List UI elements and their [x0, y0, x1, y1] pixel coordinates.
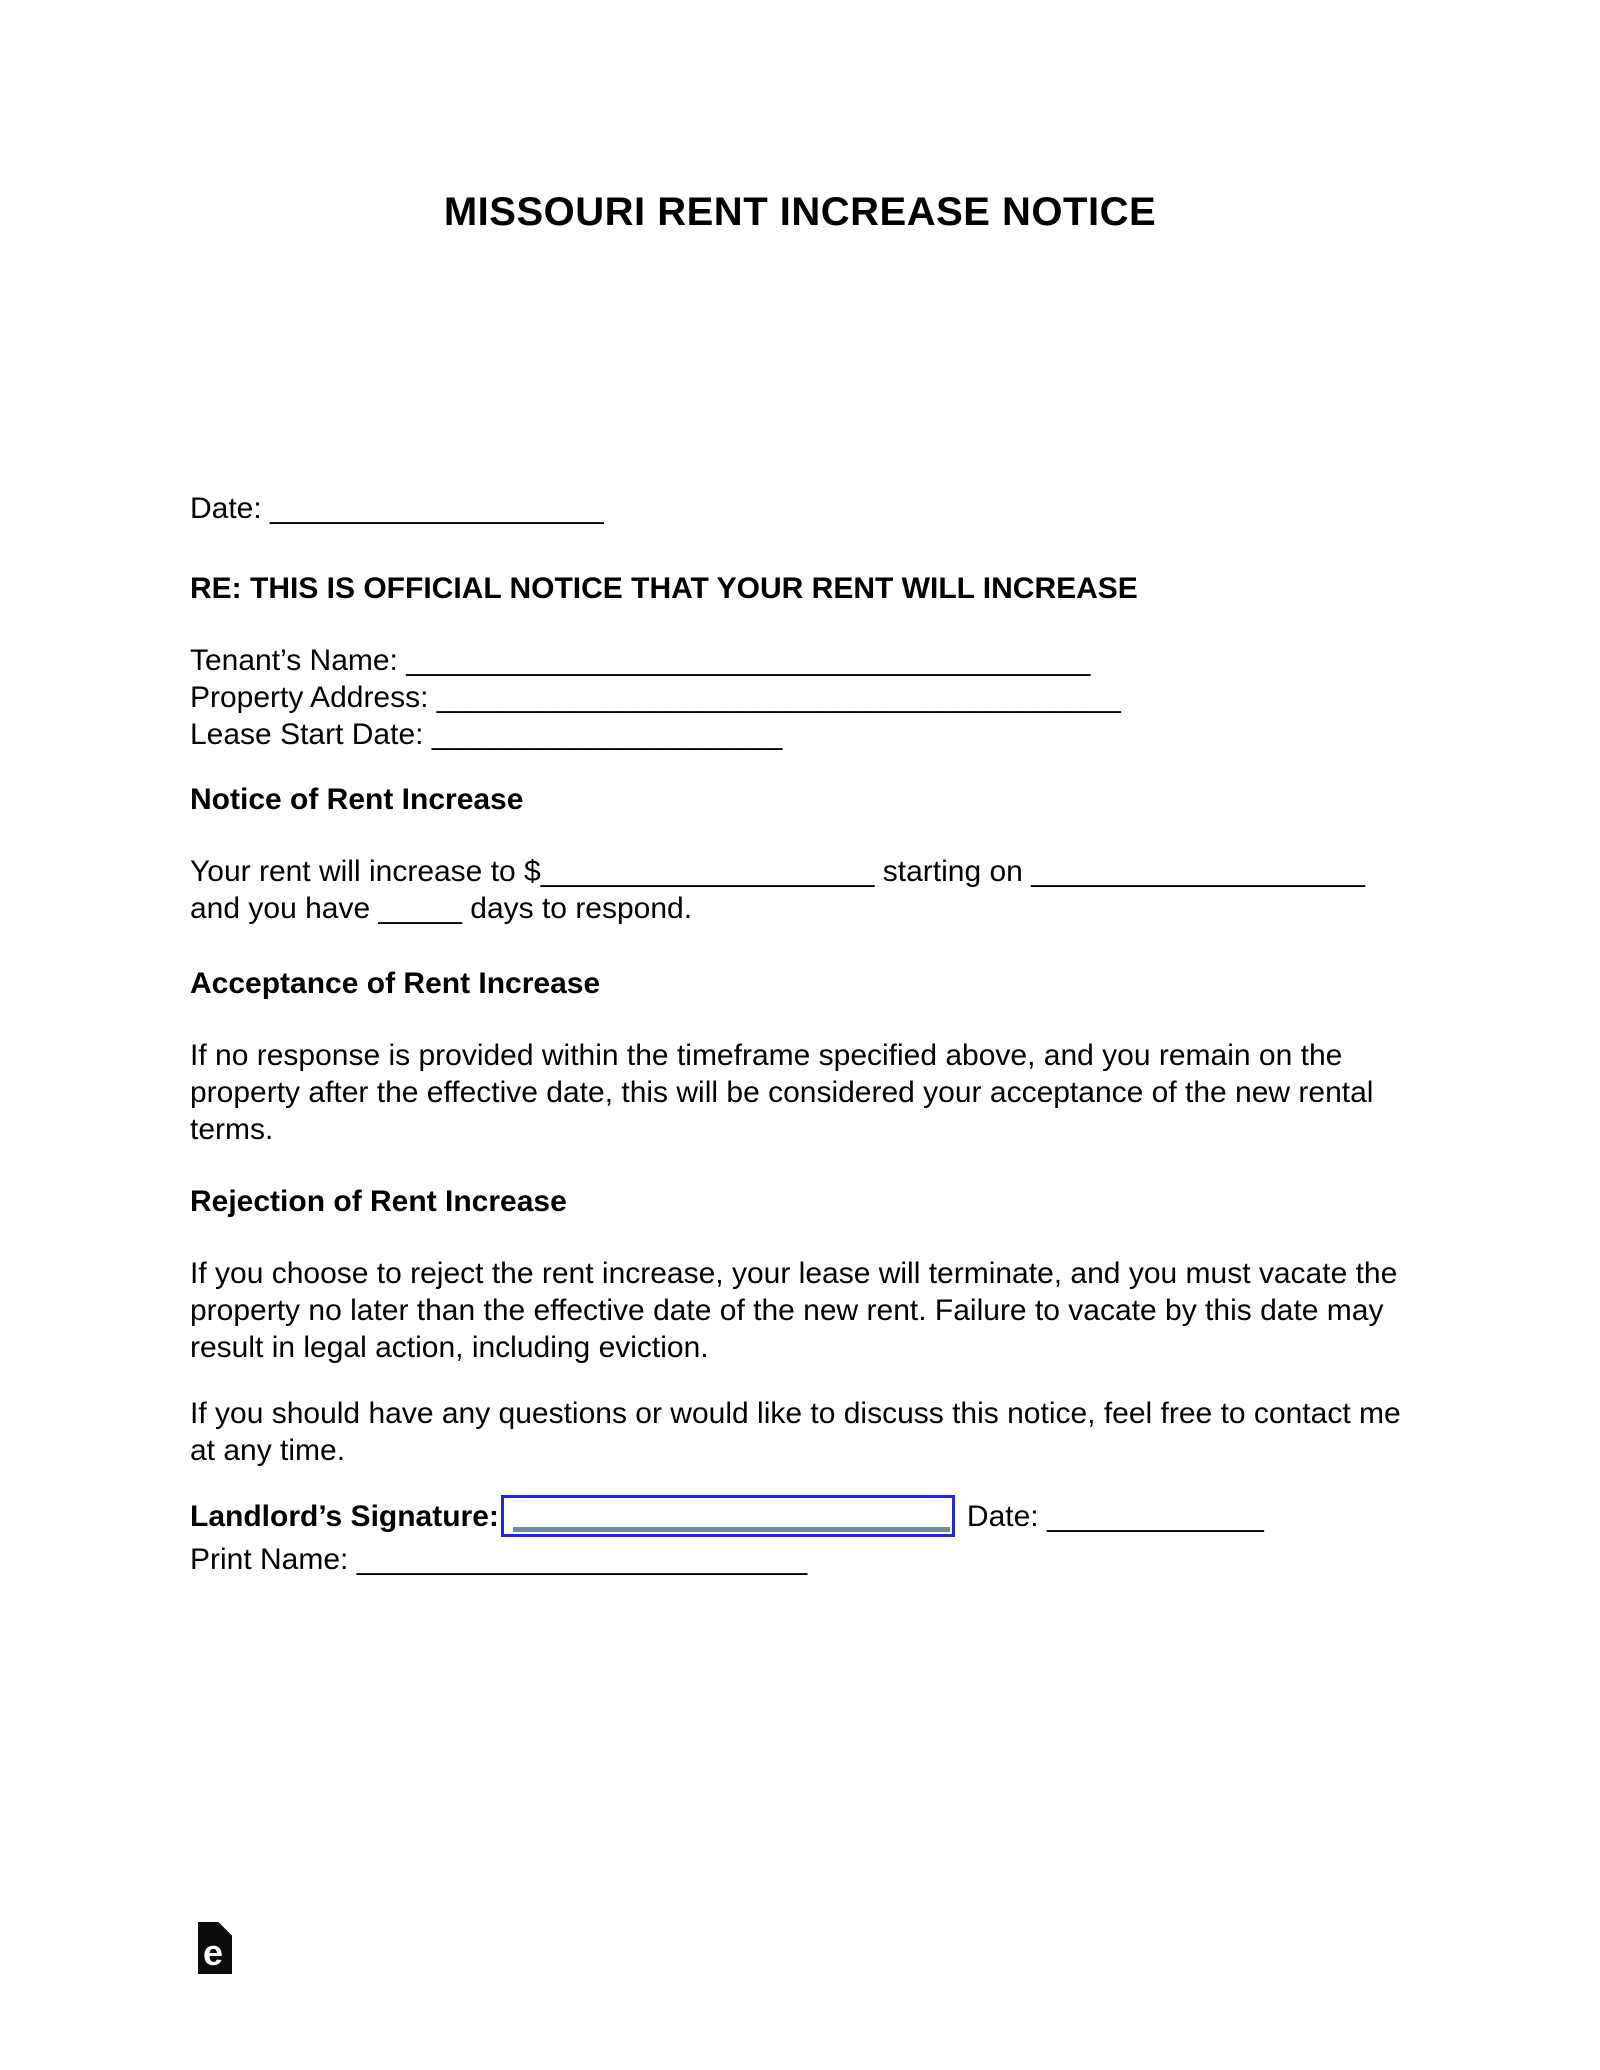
- signature-date-blank: _____________: [1046, 1499, 1264, 1533]
- acceptance-heading: Acceptance of Rent Increase: [190, 967, 601, 1000]
- print-name-label: Print Name:: [190, 1543, 357, 1576]
- tenant-name-blank: _________________________________________: [406, 644, 1091, 677]
- signature-field-underline: [513, 1527, 950, 1532]
- days-to-respond-blank: _____: [378, 892, 462, 925]
- rent-increase-text-1: Your rent will increase to $: [190, 855, 541, 888]
- landlord-signature-label: Landlord’s Signature:: [190, 1499, 499, 1533]
- rent-increase-text-4: days to respond.: [461, 892, 693, 925]
- lease-start-date-blank: _____________________: [431, 718, 783, 751]
- signature-row: [190, 1495, 1264, 1537]
- property-address-blank: _________________________________________: [436, 681, 1121, 714]
- start-date-blank: ____________________: [1031, 855, 1365, 888]
- rejection-heading: Rejection of Rent Increase: [190, 1185, 567, 1218]
- document-page-icon: [198, 1922, 232, 1974]
- date-line: [190, 490, 1418, 527]
- rejection-paragraph: If you choose to reject the rent increase, your lease will terminate, and you must vacate the property no later than the effective date of the new rent. Failure to vacate by this date may result in legal action, including eviction.: [190, 1257, 1398, 1364]
- property-address-line: [190, 679, 1418, 716]
- eforms-logo: [198, 1922, 232, 1974]
- re-heading: RE: THIS IS OFFICIAL NOTICE THAT YOUR RENT WILL INCREASE: [190, 572, 1138, 605]
- date-label: Date:: [190, 492, 271, 525]
- date-blank: ____________________: [270, 492, 604, 525]
- document-title: MISSOURI RENT INCREASE NOTICE: [443, 190, 1157, 234]
- lease-start-date-line: [190, 716, 1418, 753]
- signature-date-label: Date:: [966, 1499, 1047, 1533]
- rent-increase-text-3: and you have: [190, 892, 379, 925]
- rent-amount-blank: ____________________: [540, 855, 875, 888]
- print-name-blank: ___________________________: [356, 1543, 808, 1576]
- rent-increase-paragraph: [190, 853, 1418, 927]
- rent-increase-text-2: starting on: [874, 855, 1032, 888]
- contact-paragraph: If you should have any questions or would like to discuss this notice, feel free to contact me at any time.: [190, 1397, 1401, 1467]
- notice-of-rent-increase-heading: Notice of Rent Increase: [190, 783, 524, 816]
- tenant-info-block: [190, 642, 1418, 753]
- print-name-line: [190, 1541, 1418, 1578]
- tenant-name-label: Tenant’s Name:: [190, 644, 407, 677]
- landlord-signature-field[interactable]: [501, 1495, 955, 1537]
- logo-letter-e: e: [203, 1932, 224, 1973]
- tenant-name-line: [190, 642, 1418, 679]
- acceptance-paragraph: If no response is provided within the timeframe specified above, and you remain on the property after the effective date, this will be considered your acceptance of the new rental terms.: [190, 1039, 1374, 1146]
- lease-start-date-label: Lease Start Date:: [190, 718, 432, 751]
- property-address-label: Property Address:: [190, 681, 437, 714]
- signature-date-line: [967, 1498, 1264, 1535]
